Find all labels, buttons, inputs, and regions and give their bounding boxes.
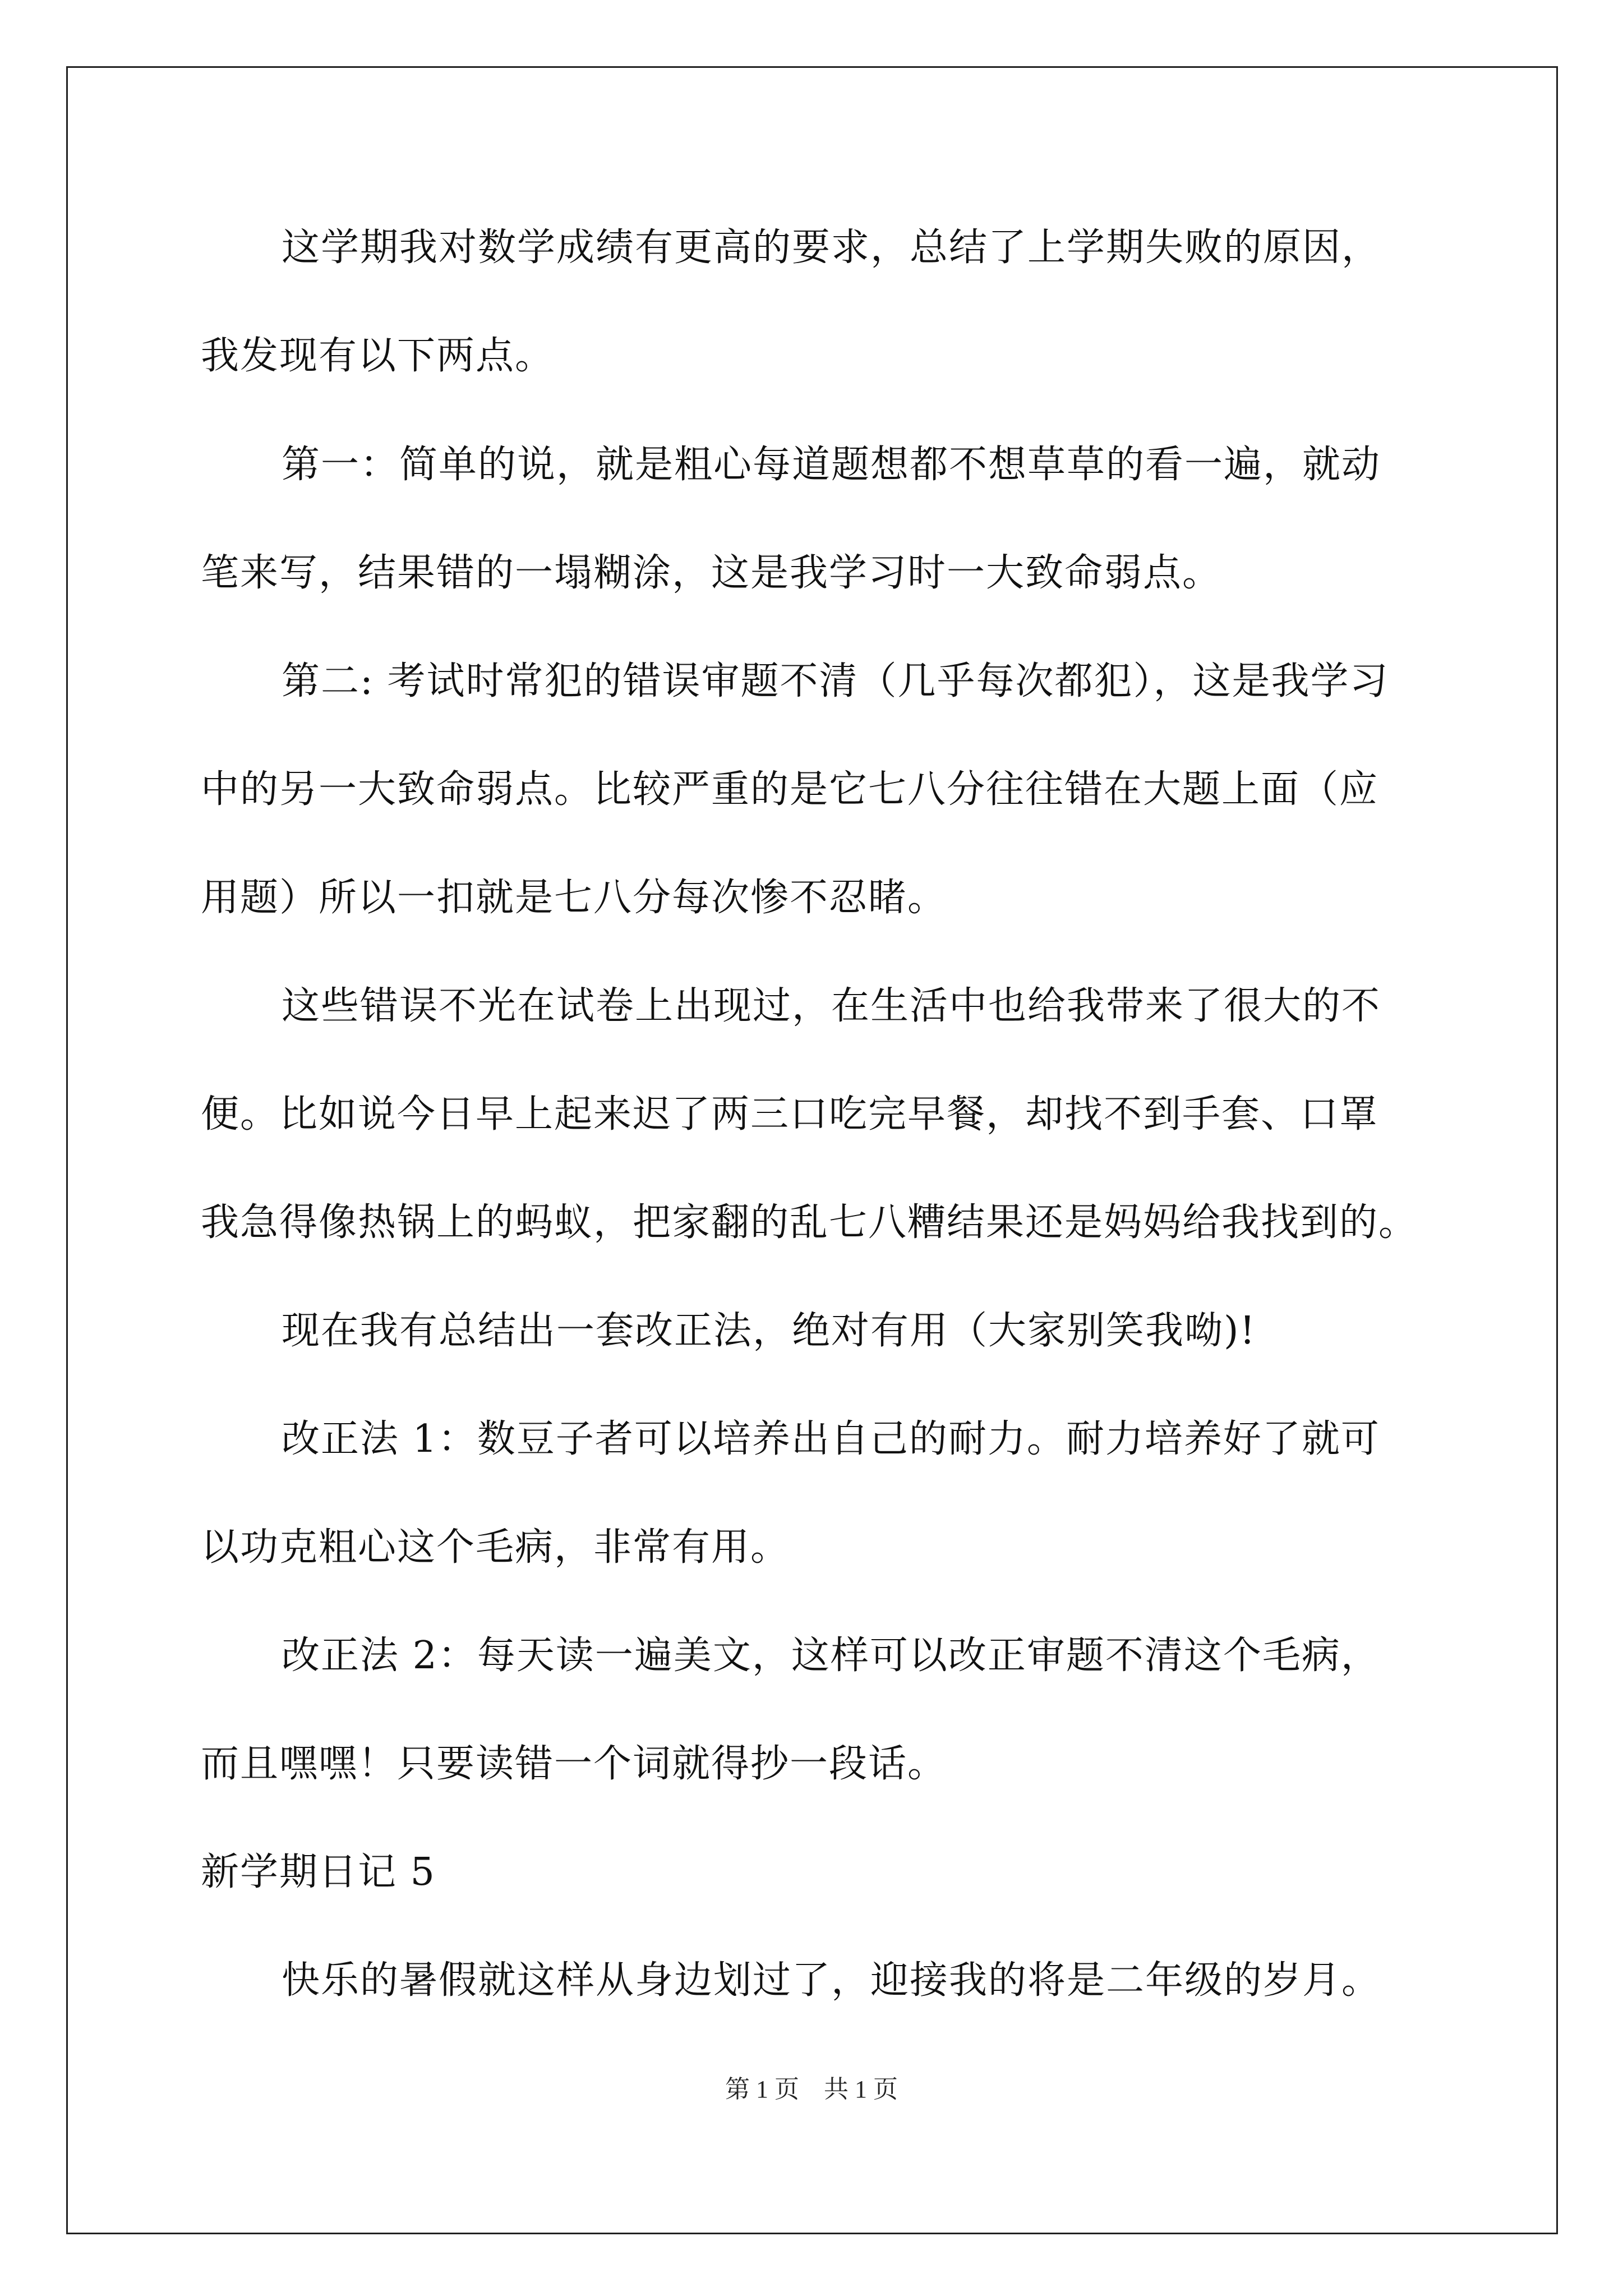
page-footer: 第 1 页 共 1 页: [725, 2076, 898, 2103]
paragraph-line: 改正法 2：每天读一遍美文，这样可以改正审题不清这个毛病，: [282, 1634, 1380, 1678]
paragraph-line: 我发现有以下两点。: [201, 334, 555, 378]
paragraph-line: 快乐的暑假就这样从身边划过了，迎接我的将是二年级的岁月。: [282, 1958, 1381, 2003]
paragraph-line: 笔来写，结果错的一塌糊涂，这是我学习时一大致命弱点。: [201, 551, 1222, 595]
paragraph-line: 这些错误不光在试卷上出现过，在生活中也给我带来了很大的不: [282, 984, 1381, 1028]
paragraph-line: 我急得像热锅上的蚂蚁，把家翻的乱七八糟结果还是妈妈给我找到的。: [201, 1200, 1418, 1245]
paragraph-line: 中的另一大致命弱点。比较严重的是它七八分往往错在大题上面（应: [201, 767, 1379, 812]
paragraph-line: 第一：简单的说，就是粗心每道题想都不想草草的看一遍，就动: [282, 443, 1381, 487]
paragraph-line: 便。比如说今日早上起来迟了两三口吃完早餐，却找不到手套、口罩: [201, 1092, 1379, 1137]
paragraph-line: 现在我有总结出一套改正法，绝对有用（大家别笑我呦)!: [282, 1309, 1256, 1353]
paragraph-line: 用题）所以一扣就是七八分每次惨不忍睹。: [201, 876, 947, 920]
section-heading: 新学期日记 5: [201, 1850, 436, 1894]
paragraph-line: 第二: 考试时常犯的错误审题不清（几乎每次都犯），这是我学习: [282, 659, 1389, 703]
paragraph-line: 而且嘿嘿！只要读错一个词就得抄一段话。: [201, 1742, 947, 1786]
paragraph-line: 改正法 1：数豆子者可以培养出自己的耐力。耐力培养好了就可: [282, 1417, 1380, 1461]
paragraph-line: 以功克粗心这个毛病，非常有用。: [201, 1525, 790, 1570]
paragraph-line: 这学期我对数学成绩有更高的要求，总结了上学期失败的原因，: [282, 226, 1381, 270]
